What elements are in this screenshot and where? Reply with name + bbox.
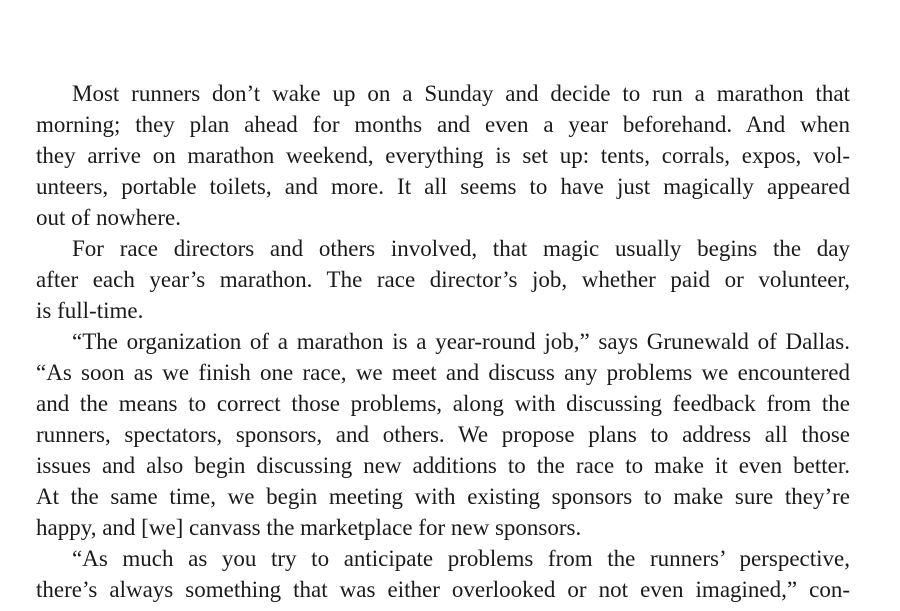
text-line: morning; they plan ahead for months and even a year beforehand. And when	[36, 112, 850, 137]
text-line: runners, spectators, sponsors, and others. We propose plans to address all those	[36, 422, 850, 447]
document-page	[36, 78, 850, 605]
paragraph-2	[36, 233, 850, 326]
text-line: At the same time, we begin meeting with existing sponsors to make sure they’re	[36, 484, 850, 509]
text-line: out of nowhere.	[36, 205, 181, 230]
text-line: happy, and [we] canvass the marketplace for new sponsors.	[36, 515, 582, 540]
paragraph-1	[36, 78, 850, 233]
paragraph-4	[36, 543, 850, 605]
text-line: “As much as you try to anticipate problems from the runners’ perspective,	[72, 546, 850, 571]
text-line: unteers, portable toilets, and more. It all seems to have just magically appeared	[36, 174, 850, 199]
text-line: For race directors and others involved, that magic usually begins the day	[72, 236, 850, 261]
text-line: is full-time.	[36, 298, 144, 323]
text-line: issues and also begin discussing new additions to the race to make it even better.	[36, 453, 850, 478]
text-line: and the means to correct those problems, along with discussing feedback from the	[36, 391, 850, 416]
text-line: after each year’s marathon. The race director’s job, whether paid or volunteer,	[36, 267, 850, 292]
text-line: “The organization of a marathon is a year-round job,” says Grunewald of Dallas.	[72, 329, 850, 354]
text-line: they arrive on marathon weekend, everything is set up: tents, corrals, expos, vol-	[36, 143, 850, 168]
text-line: “As soon as we finish one race, we meet and discuss any problems we encountered	[36, 360, 850, 385]
text-line: there’s always something that was either overlooked or not even imagined,” con-	[36, 577, 850, 602]
paragraph-3	[36, 326, 850, 543]
text-line: Most runners don’t wake up on a Sunday and decide to run a marathon that	[72, 81, 850, 106]
